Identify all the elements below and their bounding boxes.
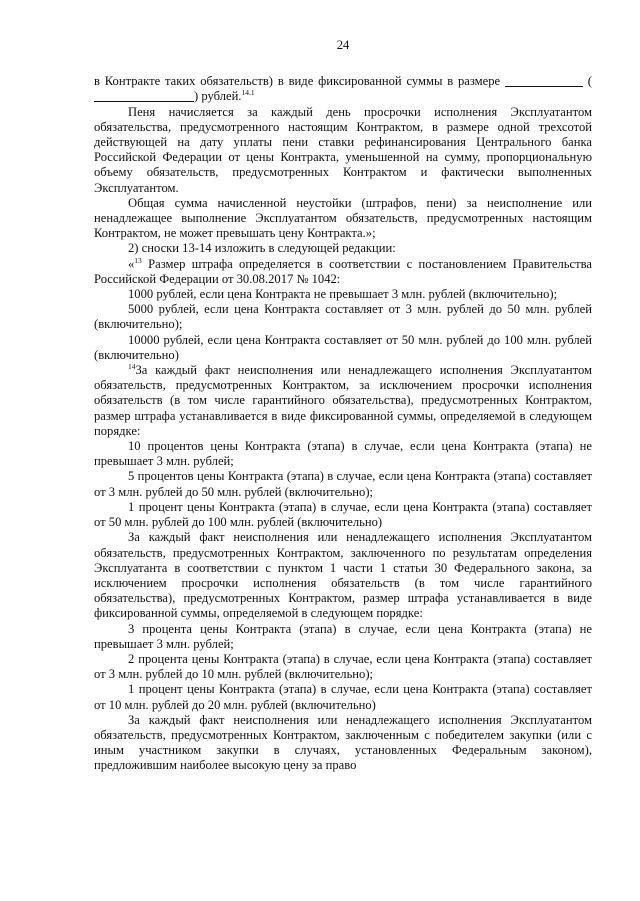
paragraph-fixed-sum: [94, 74, 592, 104]
paragraph-penalty: Пеня начисляется за каждый день просрочки исполнения Эксплуатантом обязательства, предусмотренного настоящим Контрактом, в размере одной трехсотой действующей на дату уплаты пени ставки рефинансирования Центрального банка Российской Федерации от цены Контракта, уменьшенной на сумму, пропорциональную объему обязательств, предусмотренных Контрактом и фактически выполненных Эксплуатантом.: [94, 104, 592, 195]
paragraph-footnotes-intro: 2) сноски 13-14 изложить в следующей редакции:: [128, 241, 396, 256]
paragraph-fine-1000: 1000 рублей, если цена Контракта не превышает 3 млн. рублей (включительно);: [128, 287, 558, 302]
paragraph-winner-contract: За каждый факт неисполнения или ненадлежащего исполнения Эксплуатантом обязательств, предусмотренных Контрактом, заключенным с победителем закупки (или с иным участником закупки в случаях, установленных Федеральным законом), предложившим наиболее высокую цену за право: [94, 712, 592, 773]
paragraph-total-penalty: Общая сумма начисленной неустойки (штрафов, пени) за неисполнение или ненадлежащее выполнение Эксплуатантом обязательств, предусмотренных настоящим Контрактом, не может превышать цену Контракта.»;: [94, 195, 592, 241]
quote-open: «: [128, 256, 135, 271]
paragraph-five-percent: 5 процентов цены Контракта (этапа) в случае, если цена Контракта (этапа) составляет от 3 млн. рублей до 50 млн. рублей (включительно);: [94, 469, 592, 499]
amount-blank: [505, 75, 583, 87]
fixed-sum-text: в Контракте таких обязательств) в виде фиксированной суммы в размере: [94, 74, 501, 89]
footnote-13-text: Размер штрафа определяется в соответствии с постановлением Правительства Российской Федерации от 30.08.2017 № 1042:: [94, 256, 592, 286]
paragraph-three-percent: 3 процента цены Контракта (этапа) в случае, если цена Контракта (этапа) не превышает 3 млн. рублей;: [94, 621, 592, 651]
footnote-ref-14-1: 14.1: [241, 88, 255, 98]
paragraph-fine-10000: 10000 рублей, если цена Контракта составляет от 50 млн. рублей до 100 млн. рублей (включительно): [94, 332, 592, 362]
paragraph-footnote-14: [94, 363, 592, 439]
paragraph-one-percent-small: 1 процент цены Контракта (этапа) в случае, если цена Контракта (этапа) составляет от 10 млн. рублей до 20 млн. рублей (включительно): [94, 682, 592, 712]
paragraph-ten-percent: 10 процентов цены Контракта (этапа) в случае, если цена Контракта (этапа) не превышает 3 млн. рублей;: [94, 439, 592, 469]
paragraph-smp-contract: За каждый факт неисполнения или ненадлежащего исполнения Эксплуатантом обязательств, предусмотренных Контрактом, заключенного по результатам определения Эксплуатанта в соответствии с пунктом 1 части 1 статьи 30 Федерального закона, за исключением просрочки исполнения обязательств (в том числе гарантийного обязательства), предусмотренных Контрактом, размер штрафа устанавливается в виде фиксированной суммы, определяемой в следующем порядке:: [94, 530, 592, 621]
paragraph-one-percent: 1 процент цены Контракта (этапа) в случае, если цена Контракта (этапа) составляет от 50 млн. рублей до 100 млн. рублей (включительно): [94, 499, 592, 530]
footnote-mark-14: 14: [128, 362, 136, 372]
paragraph-two-percent: 2 процента цены Контракта (этапа) в случае, если цена Контракта (этапа) составляет от 3 млн. рублей до 10 млн. рублей (включительно);: [94, 651, 592, 682]
paragraph-fine-5000: 5000 рублей, если цена Контракта составляет от 3 млн. рублей до 50 млн. рублей (включительно);: [94, 302, 592, 332]
paren-open: (: [582, 74, 592, 89]
amount-words-blank: [94, 90, 194, 102]
paragraph-footnote-13: [94, 257, 592, 287]
footnote-14-text: За каждый факт неисполнения или ненадлежащего исполнения Эксплуатантом обязательств, предусмотренных Контрактом, за исключением просрочки исполнения обязательств (в том числе гарантийного обязательства), предусмотренных Контрактом, размер штрафа устанавливается в виде фиксированной суммы, определяемой в следующем порядке:: [94, 363, 592, 438]
paren-close-rubles: ) рублей.: [194, 89, 242, 104]
footnote-mark-13: 13: [134, 255, 142, 265]
page-number: 24: [336, 38, 350, 52]
